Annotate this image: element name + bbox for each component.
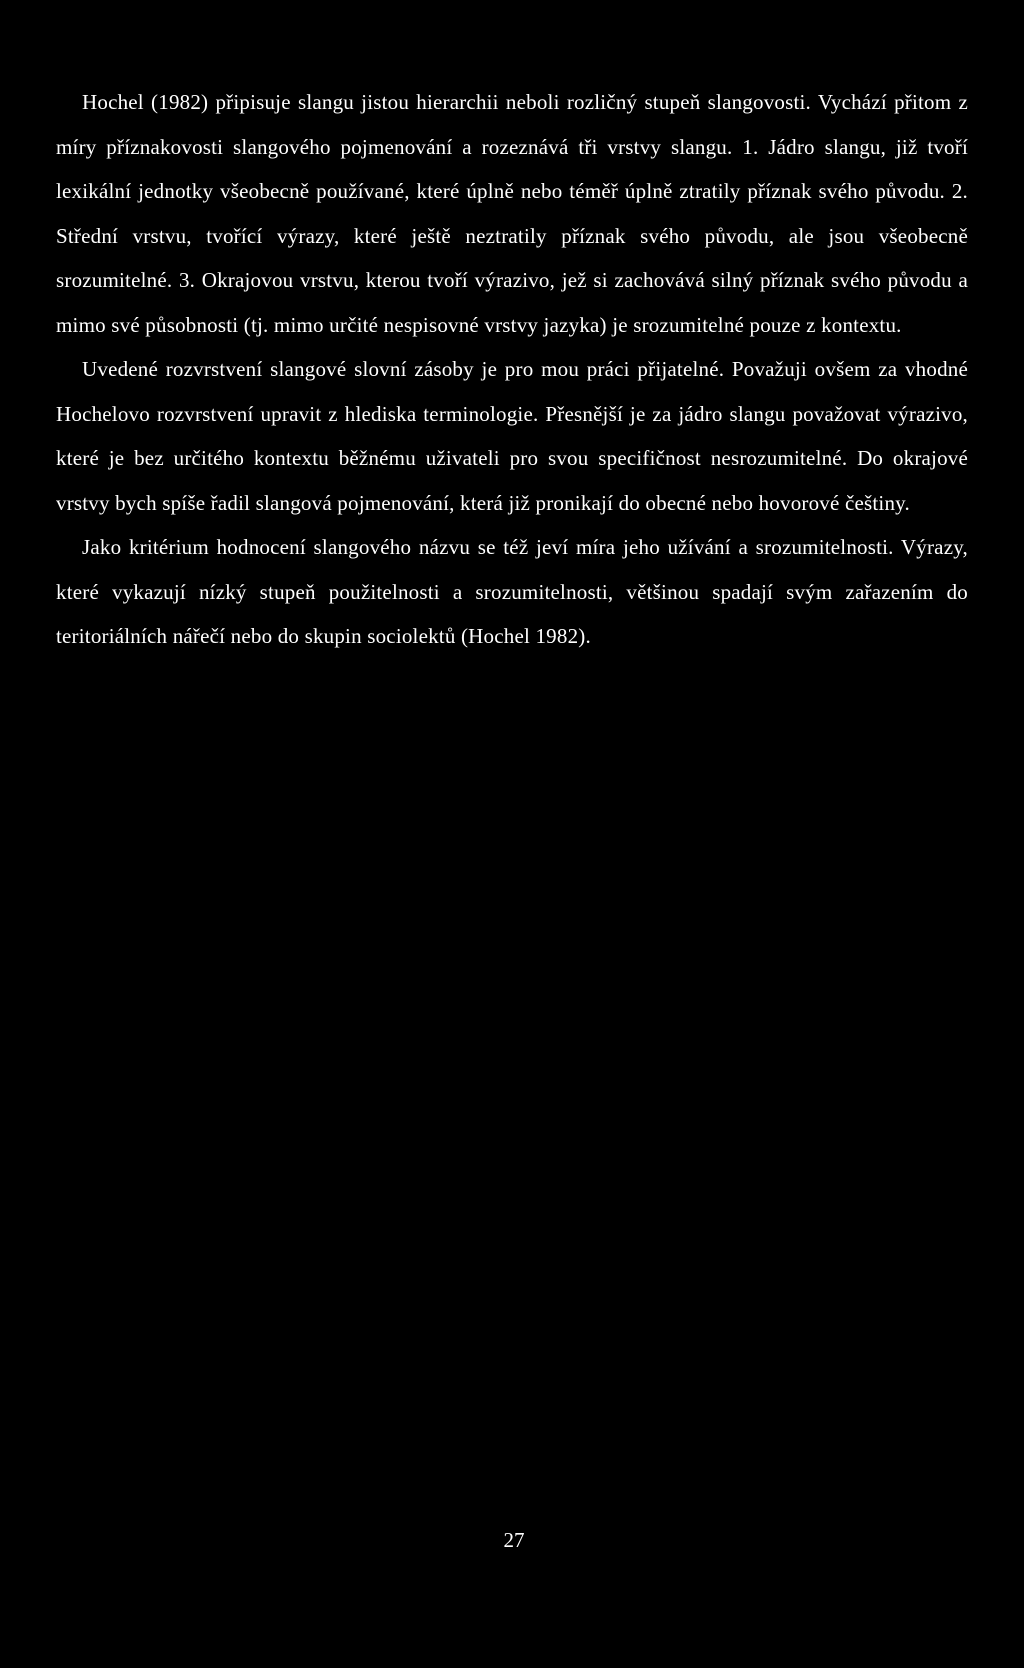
paragraph-hierarchy: Hochel (1982) připisuje slangu jistou hierarchii neboli rozličný stupeň slangovosti. Vychází přitom z míry příznakovosti slangového pojmenování a rozeznává tři vrstvy slangu. 1. Jádro slangu, již tvoří lexikální jednotky všeobecně používané, které úplně nebo téměř úplně ztratily příznak svého původu. 2. Střední vrstvu, tvořící výrazy, které ještě neztratily příznak svého původu, ale jsou všeobecně srozumitelné. 3. Okrajovou vrstvu, kterou tvoří výrazivo, jež si zachovává silný příznak svého původu a mimo své působnosti (tj. mimo určité nespisovné vrstvy jazyka) je srozumitelné pouze z kontextu. — [56, 90, 968, 337]
body-text — [56, 80, 968, 659]
paragraph-terminology: Uvedené rozvrstvení slangové slovní zásoby je pro mou práci přijatelné. Považuji ovšem za vhodné Hochelovo rozvrstvení upravit z hlediska terminologie. Přesnější je za jádro slangu považovat výrazivo, které je bez určitého kontextu běžnému uživateli pro svou specifičnost nesrozumitelné. Do okrajové vrstvy bych spíše řadil slangová pojmenování, která již pronikají do obecné nebo hovorové češtiny. — [56, 357, 968, 515]
page-number: 27 — [503, 1528, 525, 1552]
paragraph-criterion: Jako kritérium hodnocení slangového názvu se též jeví míra jeho užívání a srozumitelnosti. Výrazy, které vykazují nízký stupeň použitelnosti a srozumitelnosti, většinou spadají svým zařazením do teritoriálních nářečí nebo do skupin sociolektů (Hochel 1982). — [56, 535, 968, 648]
